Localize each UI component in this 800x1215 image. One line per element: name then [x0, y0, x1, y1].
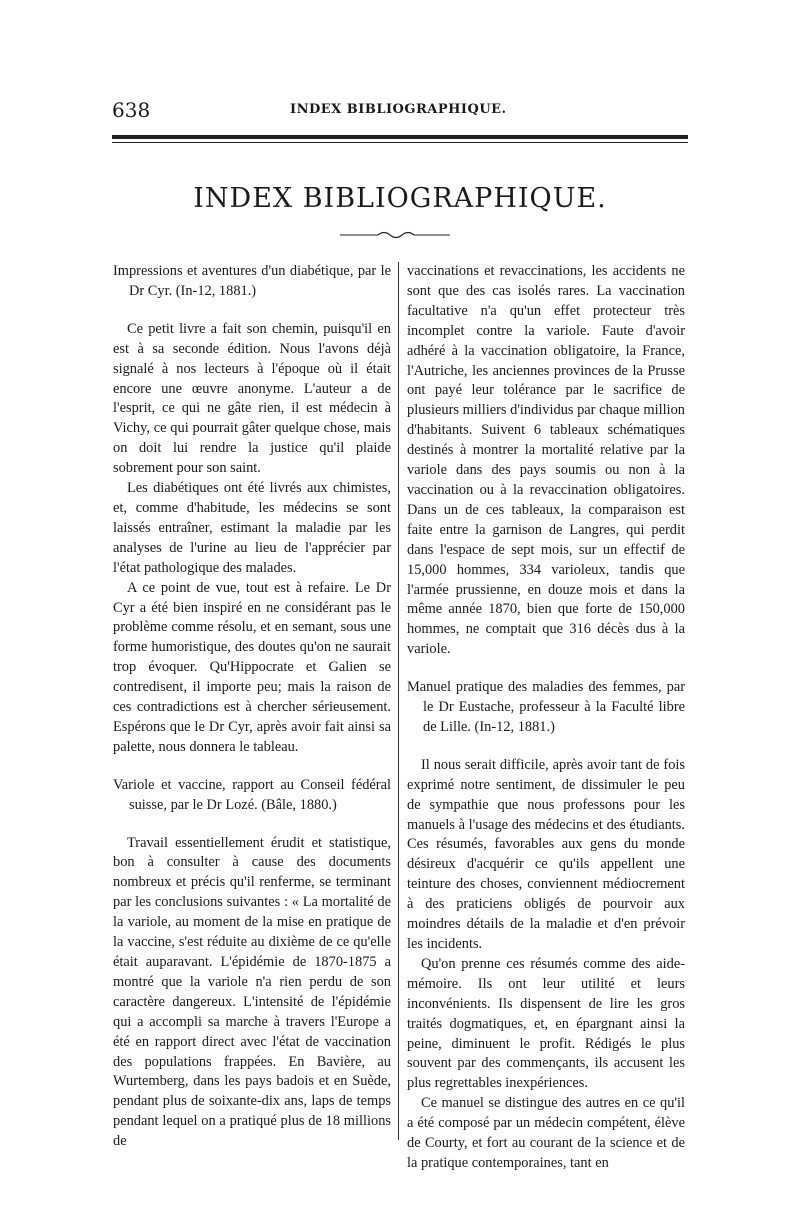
header-rule-thin [112, 142, 688, 143]
paragraph: A ce point de vue, tout est à refaire. Le Dr Cyr a été bien inspiré en ne considérant pas le problème comme résolu, et en semant, sous une forme humoristique, des doutes qu'on ne saurait trop évoquer. Qu'Hippocrate et Galien se contredisent, il importe peu; mais la raison de ces contradictions est à chercher sérieusement. Espérons que le Dr Cyr, après avoir fait ainsi sa palette, nous donnera le tableau. [113, 579, 391, 755]
header-rule-thick [112, 135, 688, 139]
right-column [407, 262, 685, 1174]
ornament-divider [340, 230, 450, 240]
paragraph: Qu'on prenne ces résumés comme des aide-mémoire. Ils ont leur utilité et leurs inconvénients. Ils dispensent de lire les gros traités dogmatiques, et, en épargnant ainsi la peine, diminuent le profit. Rédigés le plus souvent par des commençants, ils accusent les plus regrettables inexpériences. [407, 955, 685, 1092]
paragraph: Ce petit livre a fait son chemin, puisqu'il en est à sa seconde édition. Nous l'avons déjà signalé à nos lecteurs à l'époque où il était encore une œuvre anonyme. L'auteur a de l'esprit, ce qui ne gâte rien, il est médecin à Vichy, ce qui pourrait gâter quelque chose, mais on doit lui rendre la justice qu'il plaide sobrement pour son saint. [113, 320, 391, 477]
entry-heading: Manuel pratique des maladies des femmes, par le Dr Eustache, professeur à la Faculté libre de Lille. (In-12, 1881.) [407, 679, 685, 735]
paragraph: Travail essentiellement érudit et statistique, bon à consulter à cause des documents nombreux et précis qu'il renferme, se terminant par les conclusions suivantes : « La mortalité de la variole, au moment de la mise en pratique de la vaccine, s'est réduite au dixième de ce qu'elle était auparavant. L'épidémie de 1870-1875 a montré que la variole n'a rien perdu de son caractère dangereux. L'intensité de l'épidémie qui a accompli sa marche à travers l'Europe a été en rapport direct avec l'état de vaccination des populations frappées. En Bavière, au Wurtemberg, dans les pays badois et en Suède, pendant plus de soixante-dix ans, laps de temps pendant lequel on a pratiqué plus de 18 millions de [113, 834, 391, 1150]
paragraph: Ce manuel se distingue des autres en ce qu'il a été composé par un médecin compétent, élève de Courty, et fort au courant de la science et de la pratique contemporaines, tant en [407, 1095, 685, 1171]
page-title: INDEX BIBLIOGRAPHIQUE. [193, 183, 607, 214]
column-divider [398, 262, 399, 1140]
paragraph: vaccinations et revaccinations, les accidents ne sont que des cas isolés rares. La vaccination facultative n'a qu'un effet protecteur très incomplet contre la variole. Faute d'avoir adhéré à la vaccination obligatoire, la France, l'Autriche, les anciennes provinces de la Prusse ont payé leur tolérance par le sacrifice de plusieurs milliers d'individus par chaque million d'habitants. Suivent 6 tableaux schématiques destinés à montrer la mortalité relative par la variole dans des pays soumis ou non à la vaccination ou à la revaccination obligatoires. Dans un de ces tableaux, la comparaison est faite entre la garnison de Langres, qui perdit dans l'espace de sept mois, sur un effectif de 15,000 hommes, 334 varioleux, tandis que l'armée prussienne, en douze mois et dans la même année 1870, bien que forte de 150,000 hommes, ne comptait que 316 décès dus à la variole. [407, 263, 685, 658]
page-number: 638 [112, 98, 151, 122]
entry-heading: Impressions et aventures d'un diabétique, par le Dr Cyr. (In-12, 1881.) [113, 263, 391, 299]
paragraph: Les diabétiques ont été livrés aux chimistes, et, comme d'habitude, les médecins se sont laissés entraîner, estimant la maladie par les analyses de l'urine au lieu de l'apprécier par l'état pathologique des malades. [113, 480, 391, 576]
entry-heading: Variole et vaccine, rapport au Conseil fédéral suisse, par le Dr Lozé. (Bâle, 1880.) [113, 776, 391, 813]
paragraph: Il nous serait difficile, après avoir tant de fois exprimé notre sentiment, de dissimuler le peu de sympathie que nous professons pour les manuels à l'usage des médecins et des étudiants. Ces résumés, favorables aux gens du monde désireux d'acquérir ce qu'ils appellent une teinture des choses, conviennent médiocrement à des praticiens obligés de pourvoir aux moindres détails de la maladie et d'en prévoir les incidents. [407, 756, 685, 952]
left-column [113, 262, 391, 1152]
running-title: INDEX BIBLIOGRAPHIQUE. [290, 102, 507, 117]
